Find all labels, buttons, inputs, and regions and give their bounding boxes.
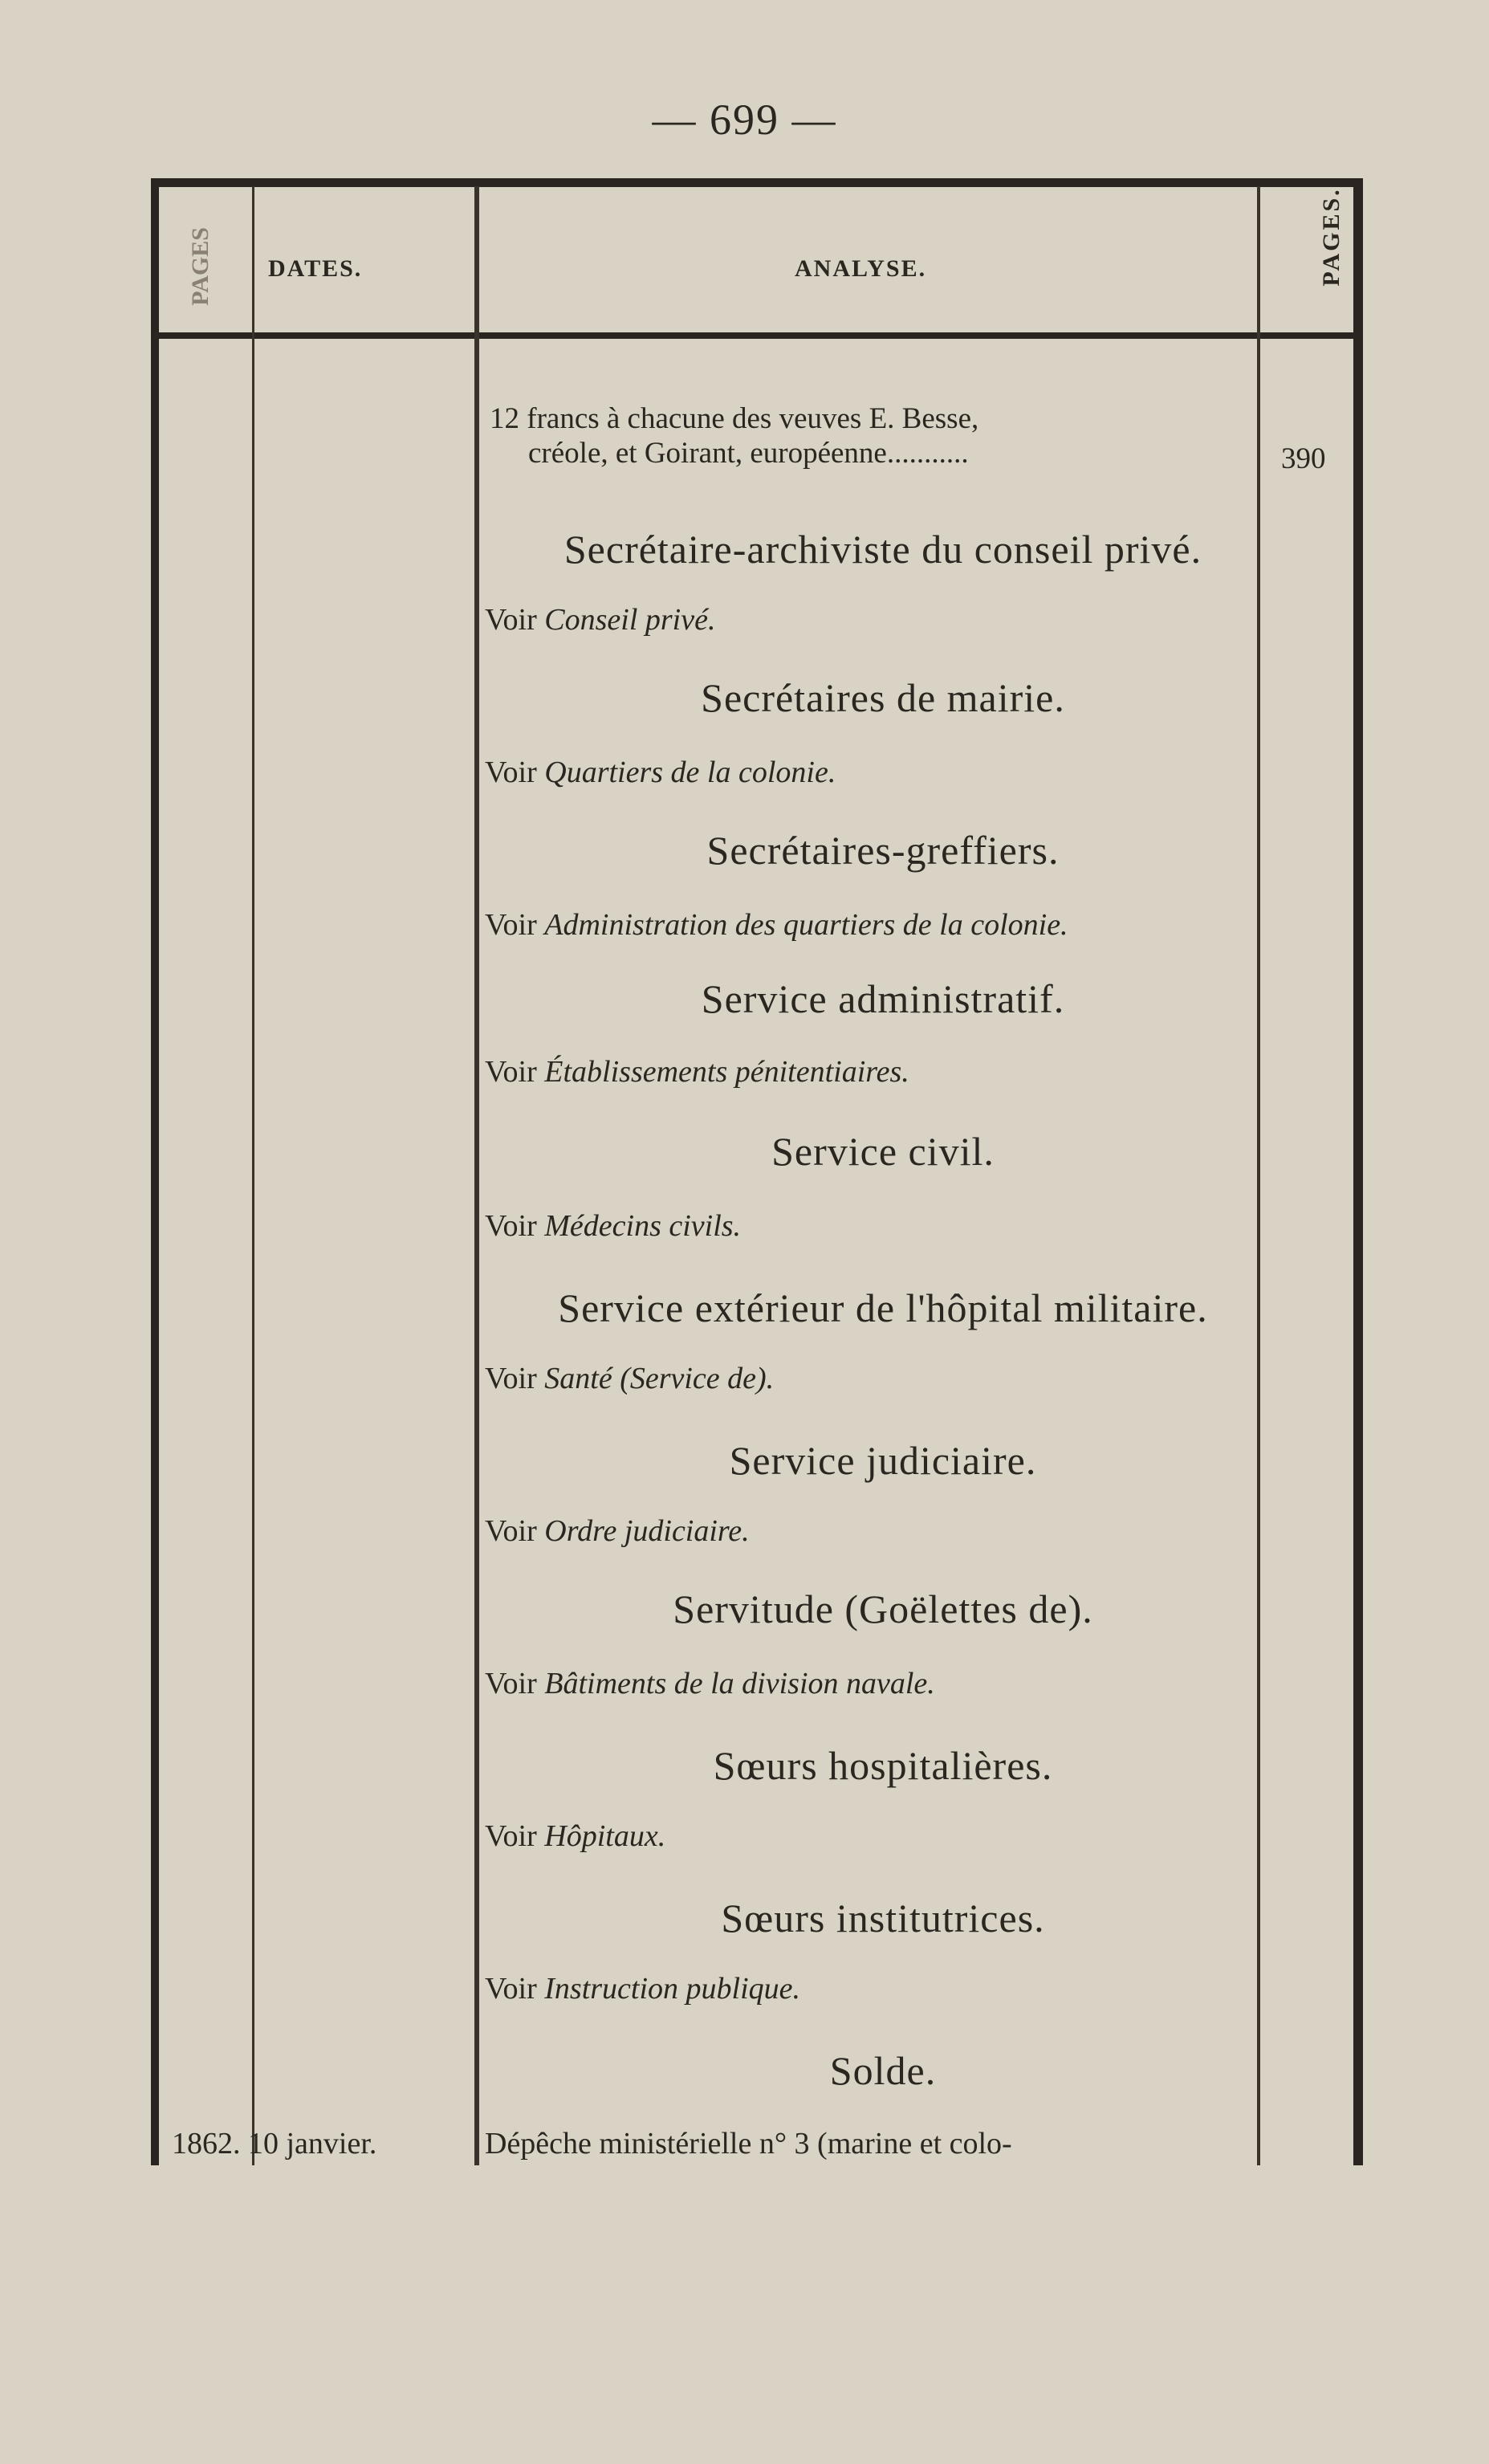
- see-also: [485, 1971, 800, 2006]
- see-also: [485, 602, 715, 637]
- see-also-prefix: Voir: [485, 1362, 537, 1395]
- see-also-ref: Hôpitaux.: [544, 1819, 666, 1853]
- see-also-ref: Établissements pénitentiaires.: [544, 1055, 909, 1089]
- see-also-ref: Bâtiments de la division navale.: [544, 1667, 935, 1700]
- header-pages: PAGES.: [1318, 187, 1345, 287]
- section-heading: Servitude (Goëlettes de).: [673, 1586, 1093, 1631]
- top-rule: [151, 178, 1363, 187]
- section-heading: Sœurs hospitalières.: [713, 1743, 1053, 1788]
- right-rule: [1353, 178, 1363, 2165]
- see-also-ref: Instruction publique.: [544, 1972, 801, 2006]
- section-heading: Secrétaire-archiviste du conseil privé.: [563, 527, 1202, 572]
- section-heading: Sœurs institutrices.: [721, 1896, 1045, 1941]
- see-also: [485, 1208, 741, 1244]
- column-divider-analyse: [474, 186, 479, 2165]
- see-also-prefix: Voir: [485, 1514, 537, 1548]
- header-analyse: ANALYSE.: [795, 255, 927, 282]
- see-also-ref: Médecins civils.: [544, 1209, 742, 1243]
- see-also-prefix: Voir: [485, 1667, 537, 1700]
- header-pages-left: PAGES: [187, 227, 214, 306]
- section-heading: Secrétaires-greffiers.: [706, 828, 1060, 873]
- see-also-ref: Conseil privé.: [544, 603, 716, 637]
- column-divider-pages: [1257, 186, 1260, 2165]
- see-also: [485, 1666, 935, 1701]
- see-also-prefix: Voir: [485, 1972, 537, 2006]
- entry-first: [490, 401, 978, 470]
- section-heading: Service judiciaire.: [729, 1438, 1037, 1483]
- see-also-ref: Administration des quartiers de la colonie.: [544, 908, 1068, 942]
- header-rule: [151, 332, 1363, 339]
- section-heading: Service extérieur de l'hôpital militaire.: [558, 1285, 1208, 1330]
- header-dates: DATES.: [268, 255, 363, 282]
- see-also: [485, 907, 1068, 943]
- see-also-ref: Ordre judiciaire.: [544, 1514, 750, 1548]
- entry-first-page: 390: [1281, 442, 1326, 475]
- row-analysis: Dépêche ministérielle n° 3 (marine et colo-: [485, 2127, 1012, 2161]
- see-also: [485, 1818, 665, 1854]
- see-also: [485, 1361, 774, 1396]
- page-number: — 699 —: [652, 96, 837, 144]
- see-also: [485, 1054, 909, 1089]
- row-date: 1862. 10 janvier.: [172, 2127, 377, 2161]
- left-rule: [151, 178, 159, 2165]
- entry-first-line1: 12 francs à chacune des veuves E. Besse,: [490, 402, 979, 435]
- see-also-ref: Santé (Service de).: [544, 1362, 775, 1395]
- section-heading: Service civil.: [771, 1129, 995, 1174]
- section-heading: Secrétaires de mairie.: [701, 675, 1065, 720]
- see-also-prefix: Voir: [485, 603, 537, 637]
- see-also-prefix: Voir: [485, 908, 537, 942]
- column-divider-dates: [252, 186, 254, 2165]
- see-also-prefix: Voir: [485, 1055, 537, 1089]
- see-also: [485, 1513, 750, 1549]
- see-also-prefix: Voir: [485, 755, 537, 789]
- see-also-prefix: Voir: [485, 1819, 537, 1853]
- entry-first-line2: créole, et Goirant, européenne...........: [528, 437, 969, 470]
- section-heading: Solde.: [829, 2048, 937, 2093]
- see-also-prefix: Voir: [485, 1209, 537, 1243]
- section-heading: Service administratif.: [701, 976, 1065, 1021]
- see-also-ref: Quartiers de la colonie.: [544, 755, 836, 789]
- see-also: [485, 755, 836, 790]
